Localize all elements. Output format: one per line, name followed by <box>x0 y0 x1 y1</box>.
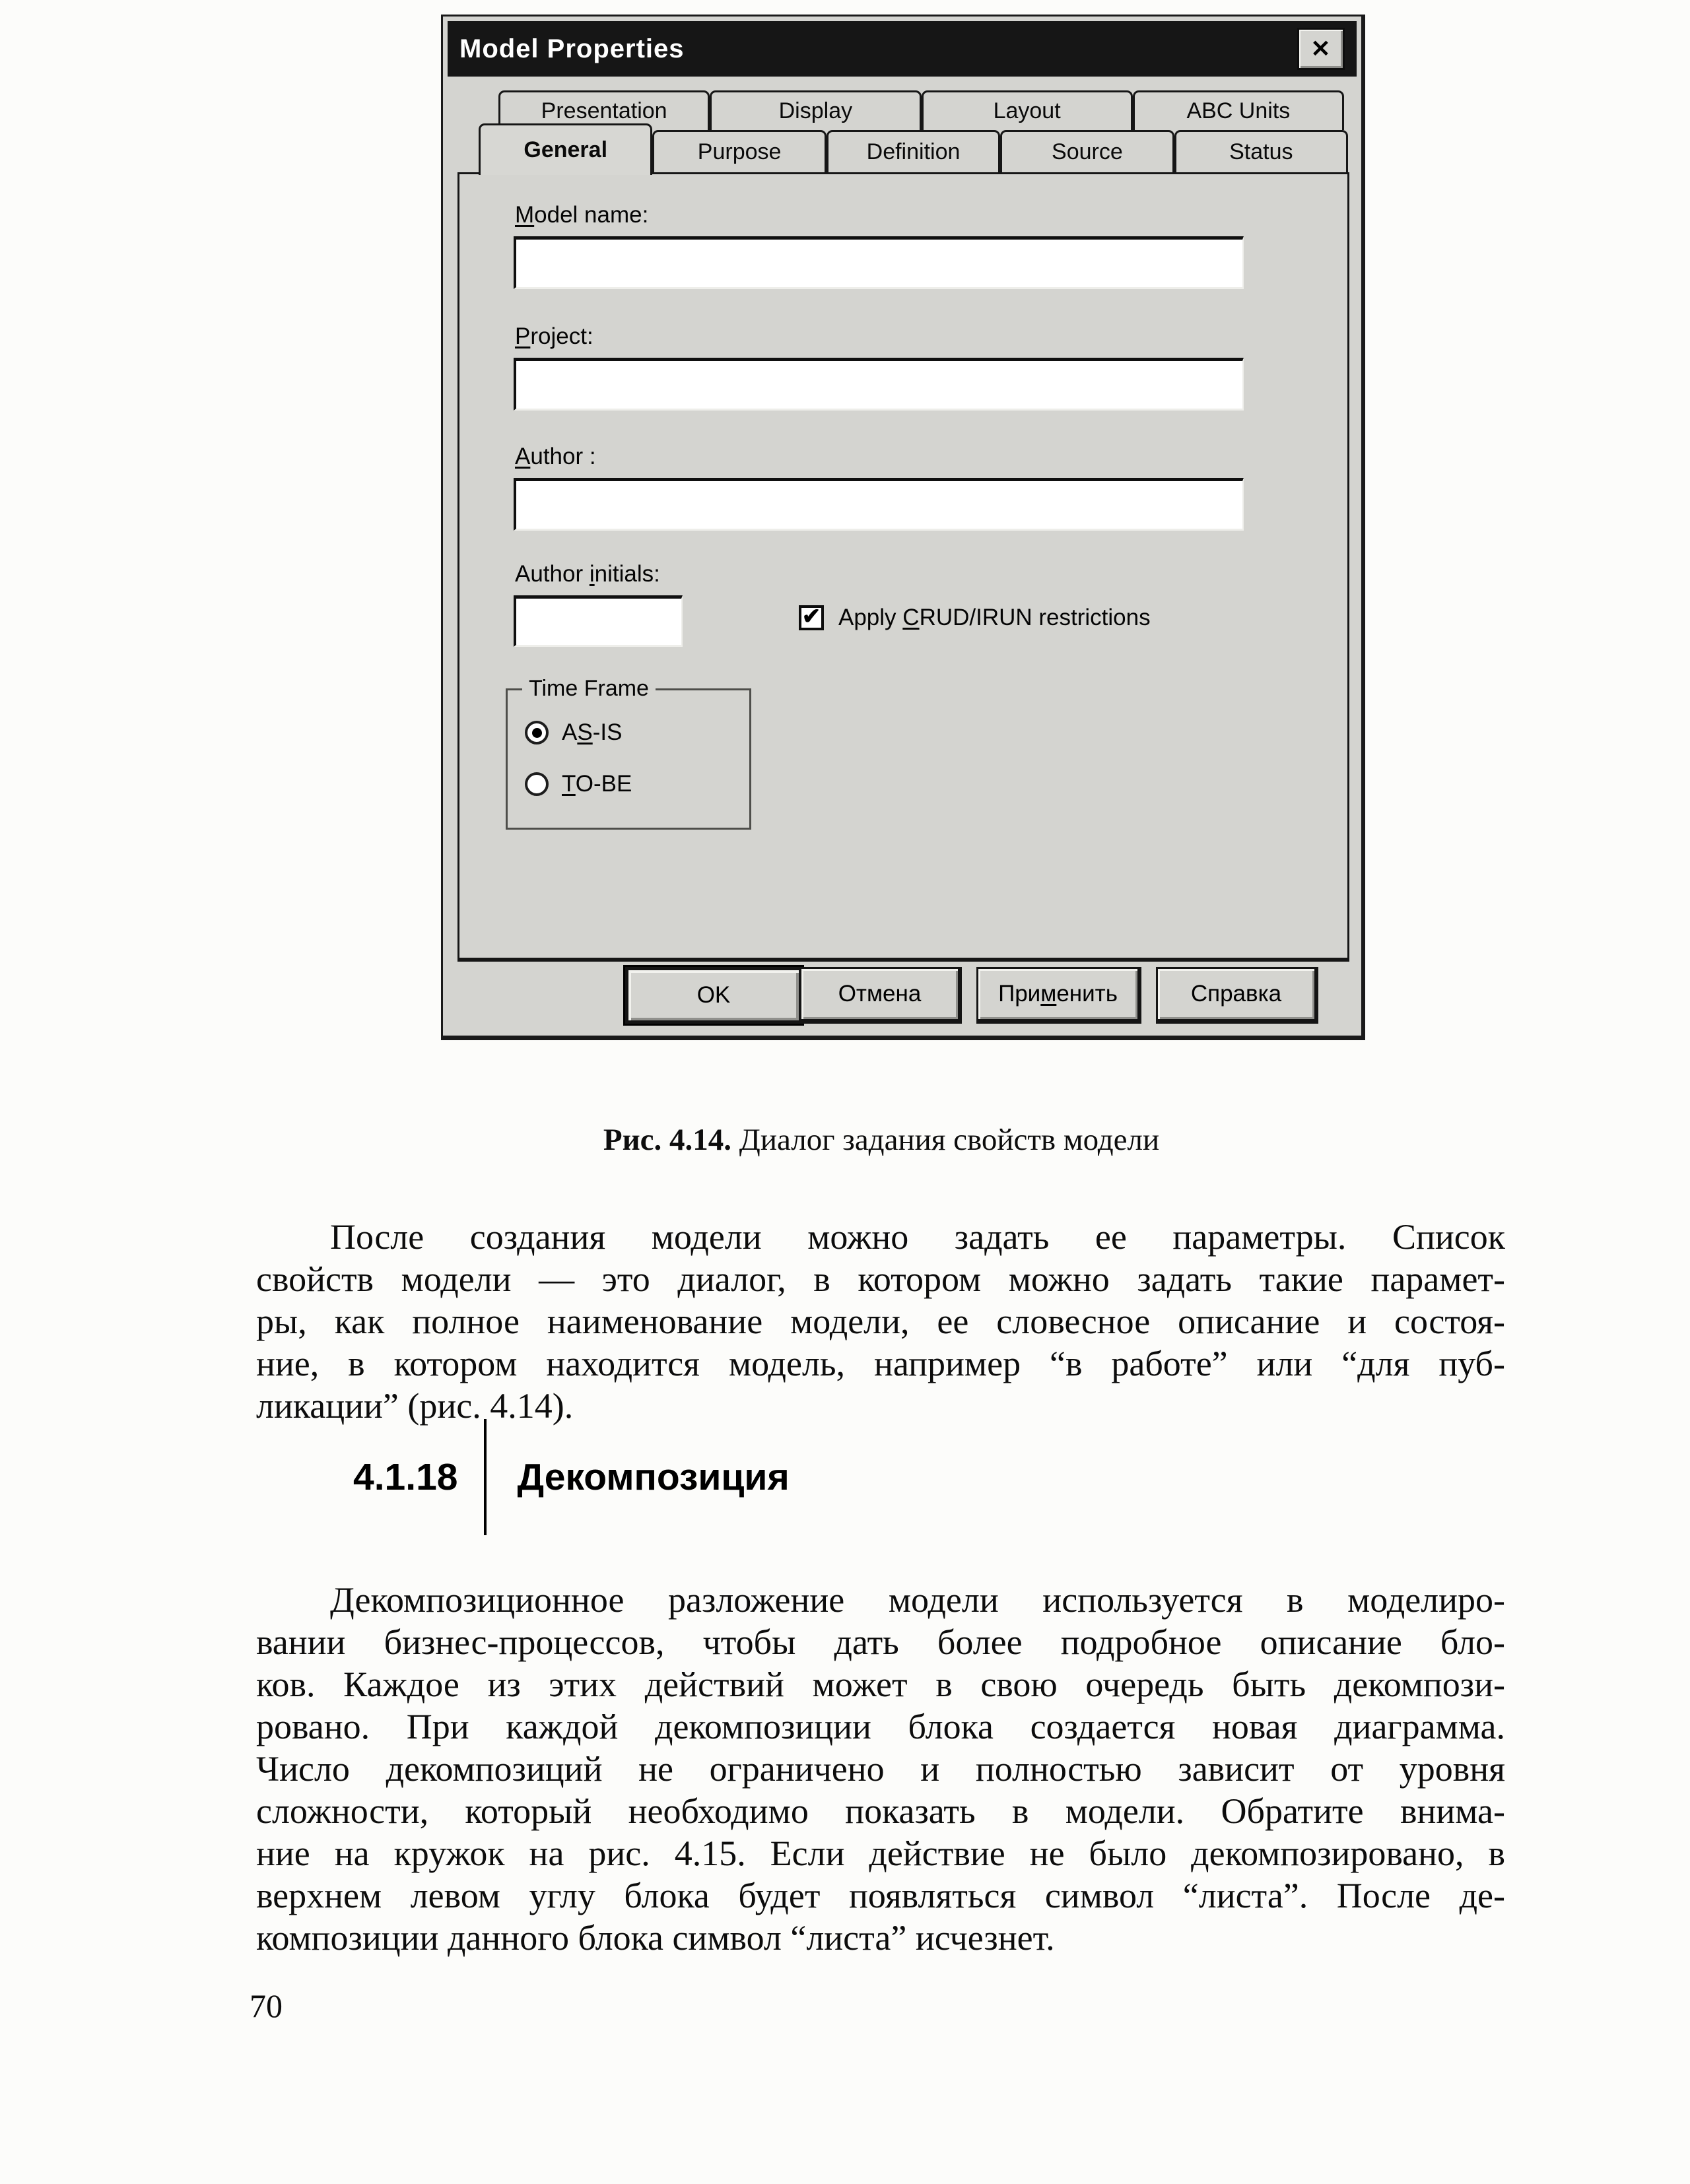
author-initials-input[interactable] <box>514 595 683 647</box>
radio-dot <box>532 728 542 738</box>
project-input[interactable] <box>514 358 1244 411</box>
dialog-titlebar[interactable] <box>448 21 1357 77</box>
paragraph-1 <box>256 1216 1505 1427</box>
text-line: ние на кружок на рис. 4.15. Если действие не было декомпозировано, в <box>256 1834 1505 1873</box>
tab-presentation[interactable]: Presentation <box>498 90 710 130</box>
heading-divider <box>484 1419 487 1535</box>
author-initials-label: Author initials: <box>515 561 660 587</box>
text-line: После создания модели можно задать ее параметры. Список <box>330 1217 1505 1257</box>
figure-caption-label: Рис. 4.14. <box>603 1123 732 1157</box>
radio-row-to-be <box>525 771 632 797</box>
model-name-input[interactable] <box>514 236 1244 289</box>
dialog-title: Model Properties <box>459 34 685 63</box>
text-line: свойств модели — это диалог, в котором можно задать такие парамет- <box>256 1259 1505 1299</box>
text-line: композиции данного блока символ “листа” исчезнет. <box>256 1918 1055 1958</box>
tab-layout[interactable]: Layout <box>922 90 1133 130</box>
crud-irun-checkbox[interactable] <box>799 605 824 630</box>
model-name-label: Model name: <box>515 202 649 228</box>
section-title: Декомпозиция <box>517 1456 790 1498</box>
text-line: Декомпозиционное разложение модели используется в моделиро- <box>330 1580 1505 1620</box>
text-line: верхнем левом углу блока будет появляться символ “листа”. После де- <box>256 1876 1505 1915</box>
section-number: 4.1.18 <box>353 1456 458 1498</box>
paragraph-2 <box>256 1579 1505 1959</box>
to-be-radio-label: TO-BE <box>562 771 632 797</box>
close-button[interactable] <box>1297 28 1345 70</box>
text-line: Число декомпозиций не ограничено и полностью зависит от уровня <box>256 1749 1505 1789</box>
text-line: ние, в котором находится модель, например “в работе” или “для пуб- <box>256 1344 1505 1383</box>
time-frame-group <box>506 676 751 830</box>
tab-abc-units[interactable]: ABC Units <box>1133 90 1344 130</box>
tab-purpose[interactable]: Purpose <box>652 130 826 172</box>
ok-button[interactable]: OK <box>625 967 802 1024</box>
crud-irun-checkbox-row <box>799 605 1151 631</box>
author-input[interactable] <box>514 478 1244 531</box>
author-label: Author : <box>515 444 596 469</box>
close-icon: ✕ <box>1310 35 1332 62</box>
text-line: ры, как полное наименование модели, ее словесное описание и состоя- <box>256 1302 1505 1341</box>
figure-caption <box>221 1122 1541 1158</box>
tab-status[interactable]: Status <box>1174 130 1348 172</box>
text-line: ровано. При каждой декомпозиции блока создается новая диаграмма. <box>256 1707 1505 1746</box>
check-icon: ✔ <box>801 604 821 629</box>
project-label: Project: <box>515 323 593 349</box>
help-button[interactable]: Справка <box>1156 967 1318 1024</box>
tab-general[interactable]: General <box>479 123 652 175</box>
tab-row-front <box>479 130 1348 172</box>
apply-button[interactable]: При м енить <box>976 967 1141 1024</box>
text-line: сложности, который необходимо показать в модели. Обратите внима- <box>256 1791 1505 1831</box>
time-frame-group-label: Time Frame <box>522 676 656 702</box>
page-number: 70 <box>250 1987 283 2024</box>
tab-definition[interactable]: Definition <box>827 130 1000 172</box>
text-line: вании бизнес-процессов, чтобы дать более подробное описание бло- <box>256 1622 1505 1662</box>
cancel-button[interactable]: Отмена <box>799 967 962 1024</box>
text-line: ков. Каждое из этих действий может в свою очередь быть декомпози- <box>256 1665 1505 1704</box>
as-is-radio-label: AS-IS <box>562 719 623 745</box>
to-be-radio[interactable] <box>525 772 549 796</box>
section-heading <box>353 1419 790 1535</box>
model-properties-dialog <box>441 15 1365 1040</box>
tab-display[interactable]: Display <box>710 90 921 130</box>
figure-caption-text: Диалог задания свойств модели <box>739 1123 1160 1157</box>
text-line: ликации” (рис. 4.14). <box>256 1386 574 1426</box>
as-is-radio[interactable] <box>525 721 549 745</box>
general-tab-page <box>457 172 1349 962</box>
crud-irun-checkbox-label: Apply CRUD/IRUN restrictions <box>838 605 1151 630</box>
tab-source[interactable]: Source <box>1000 130 1174 172</box>
radio-row-as-is <box>525 719 622 746</box>
